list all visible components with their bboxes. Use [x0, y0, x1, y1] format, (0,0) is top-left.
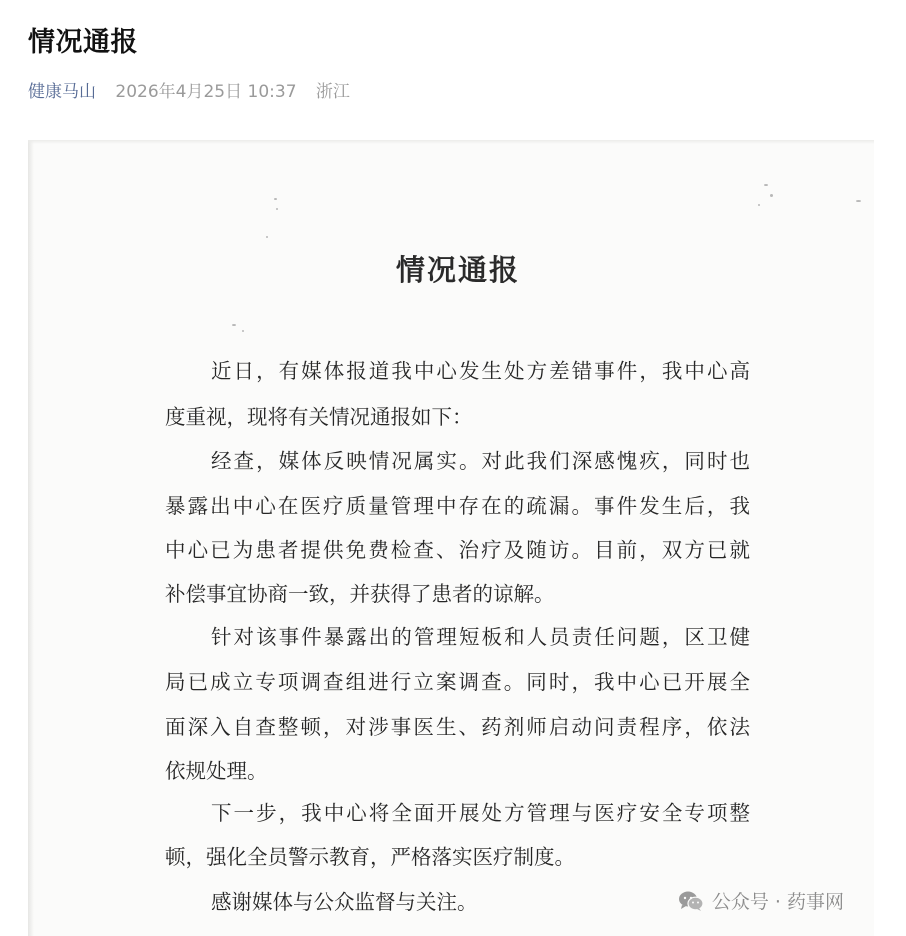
scan-edge: [28, 140, 874, 144]
article-title: 情况通报: [28, 27, 138, 58]
author-link[interactable]: 健康马山: [28, 82, 96, 102]
document-heading: 情况通报: [395, 253, 520, 287]
scan-speck: [856, 200, 861, 202]
scan-speck: [758, 204, 760, 206]
scan-speck: [242, 330, 244, 332]
document-scan-image[interactable]: [28, 140, 874, 936]
document-line: 依规处理。: [165, 759, 268, 783]
document-line: 中心已为患者提供免费检查、治疗及随访。目前，双方已就: [165, 538, 750, 562]
scan-speck: [770, 194, 773, 197]
scan-speck: [764, 184, 768, 186]
document-line: 局已成立专项调查组进行立案调查。同时，我中心已开展全: [165, 670, 750, 694]
scan-speck: [266, 236, 268, 238]
document-line: 近日，有媒体报道我中心发生处方差错事件，我中心高: [211, 359, 750, 383]
watermark-text: 公众号 · 药事网: [711, 891, 844, 913]
publish-location: 浙江: [315, 82, 350, 102]
document-line: 暴露出中心在医疗质量管理中存在的疏漏。事件发生后，我: [165, 494, 750, 518]
scan-speck: [232, 324, 236, 326]
publish-datetime: 2026年4月25日 10:37: [115, 82, 297, 102]
document-line: 度重视，现将有关情况通报如下：: [165, 405, 473, 429]
scan-speck: [274, 198, 277, 200]
document-line: 经查，媒体反映情况属实。对此我们深感愧疚，同时也: [211, 449, 750, 473]
document-line: 下一步，我中心将全面开展处方管理与医疗安全专项整: [211, 801, 750, 825]
document-line: 感谢媒体与公众监督与关注。: [211, 890, 478, 914]
scan-speck: [276, 208, 278, 210]
watermark: [678, 887, 844, 914]
document-line: 针对该事件暴露出的管理短板和人员责任问题，区卫健: [211, 625, 750, 649]
wechat-icon: [678, 890, 704, 912]
document-line: 顿，强化全员警示教育，严格落实医疗制度。: [165, 845, 575, 869]
document-line: 补偿事宜协商一致，并获得了患者的谅解。: [165, 582, 555, 606]
document-line: 面深入自查整顿，对涉事医生、药剂师启动问责程序，依法: [165, 715, 750, 739]
article-meta: [28, 77, 350, 102]
